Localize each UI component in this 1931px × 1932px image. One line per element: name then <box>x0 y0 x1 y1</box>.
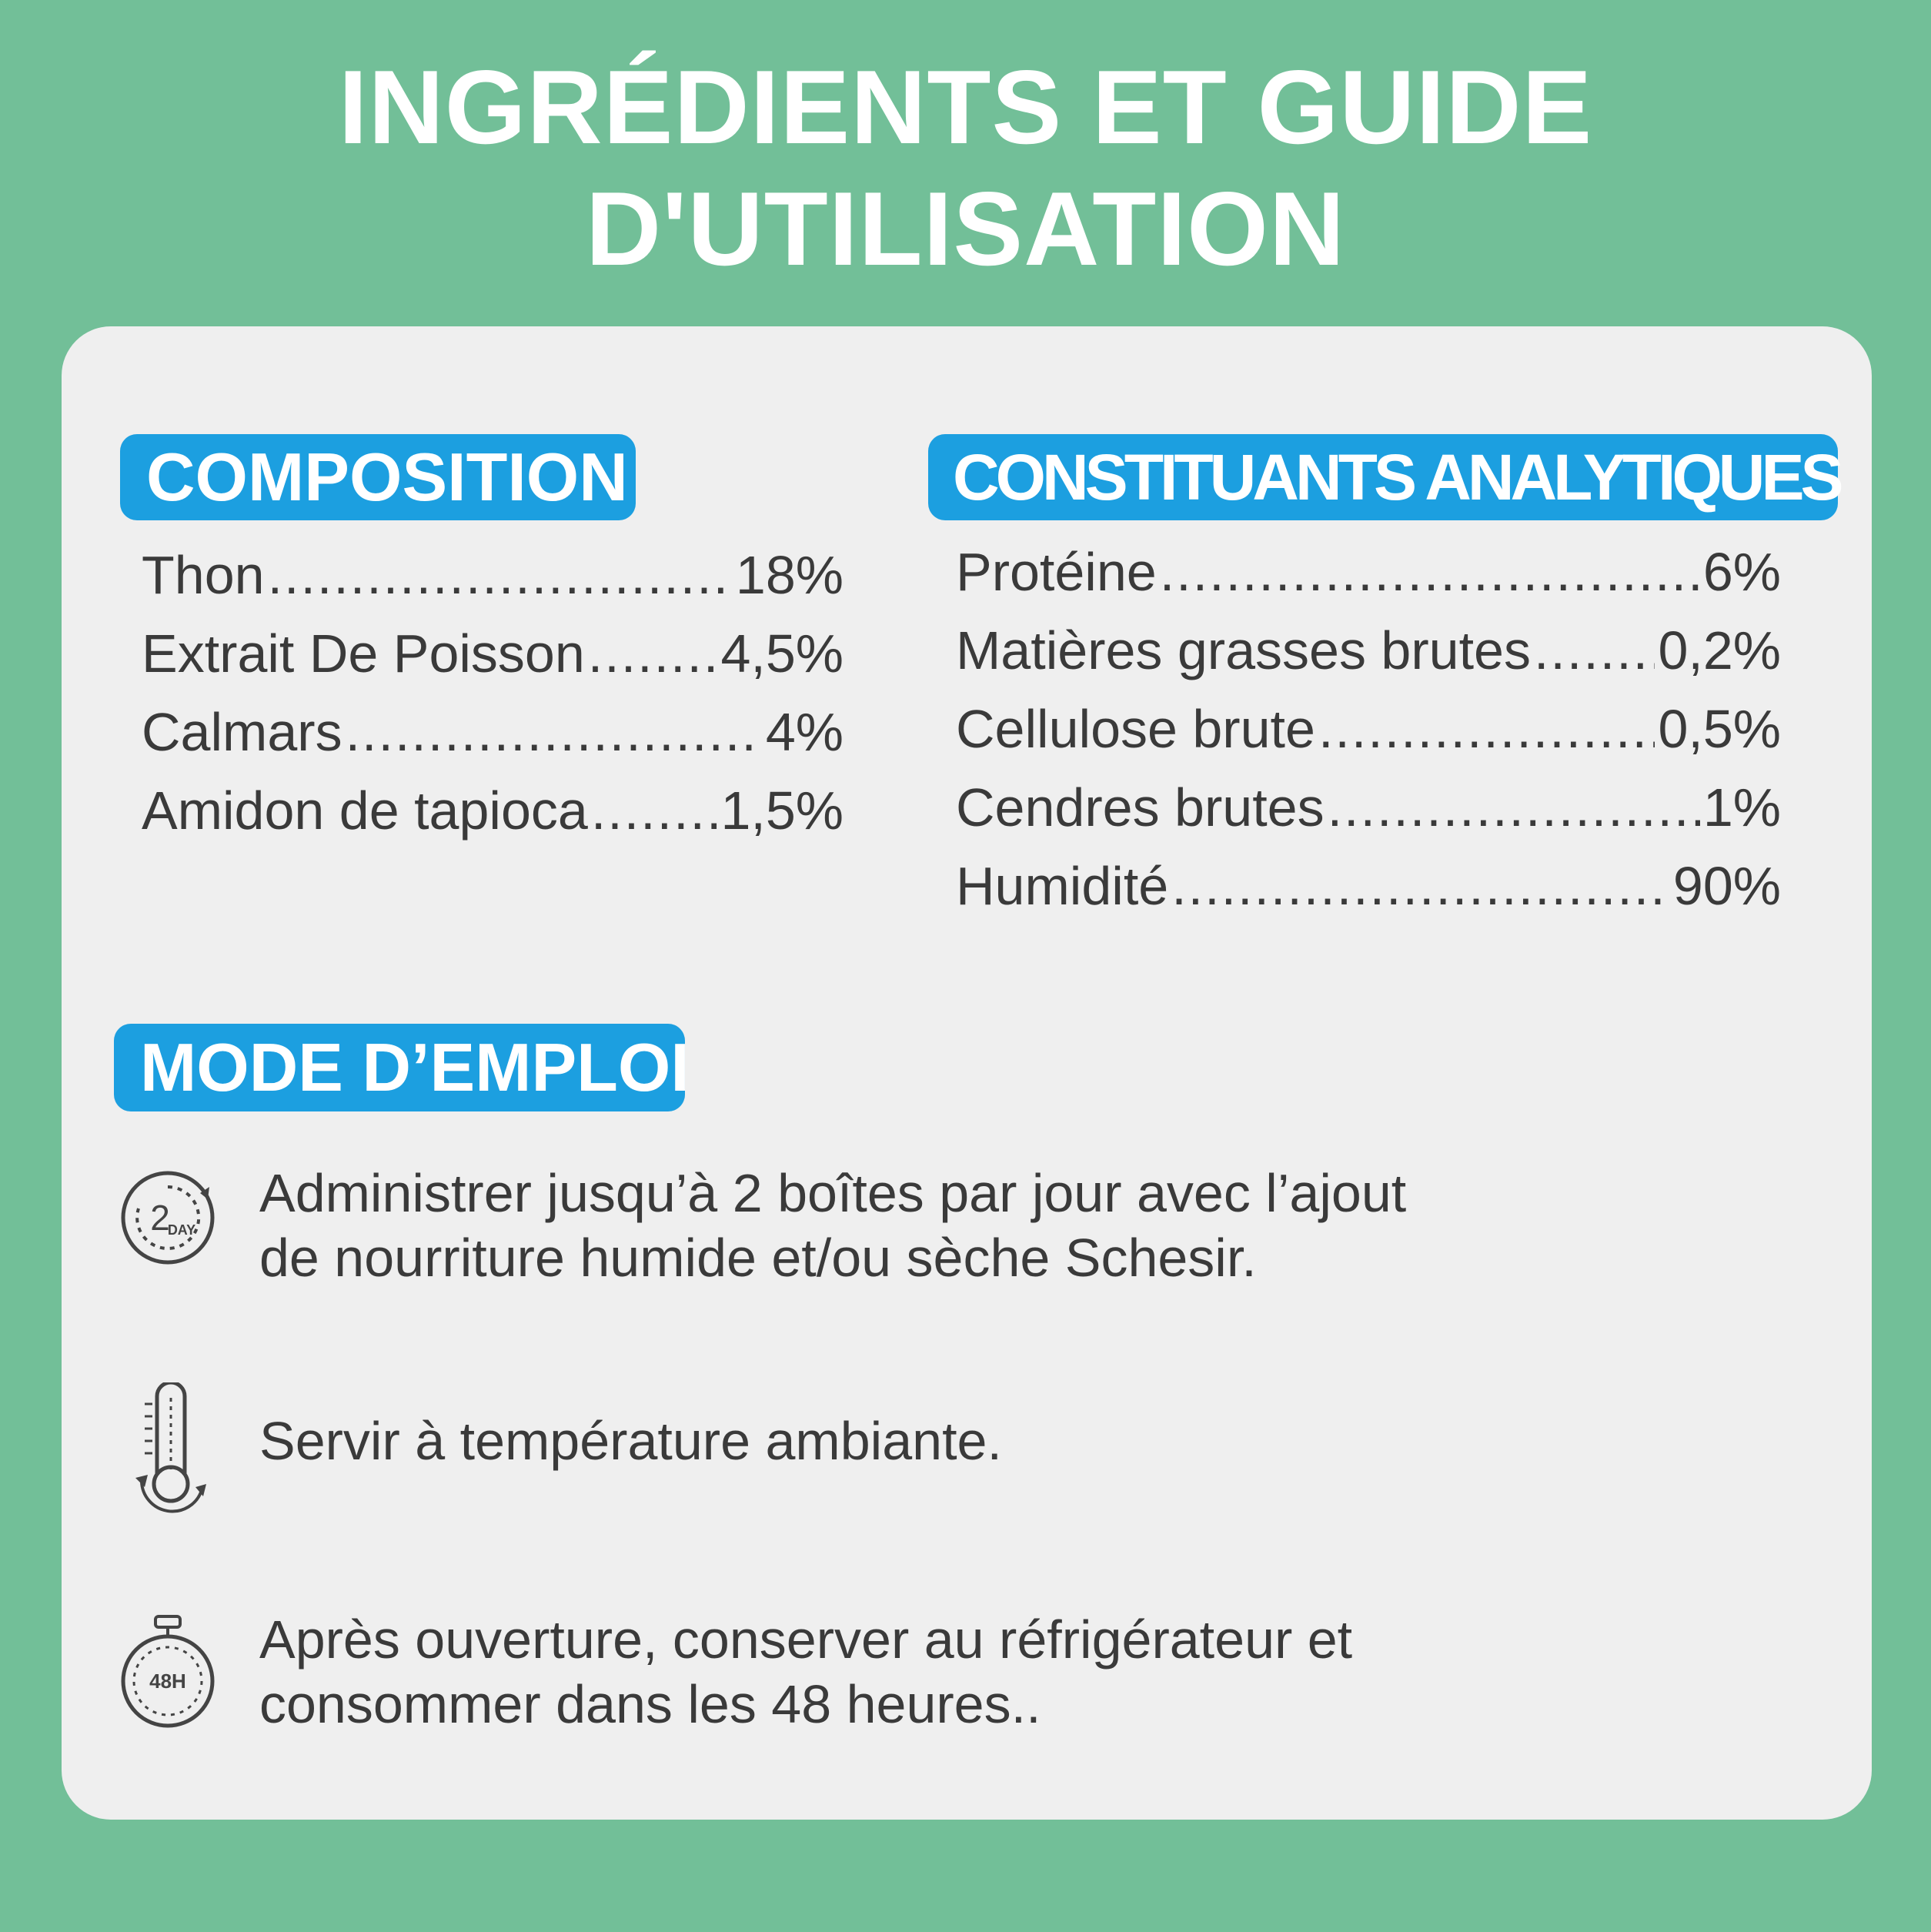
page-title <box>0 46 1931 289</box>
list-item <box>956 690 1781 768</box>
composition-list <box>142 536 844 850</box>
item-name: Matières grasses brutes <box>956 620 1531 680</box>
svg-text:48H: 48H <box>149 1670 186 1693</box>
list-item <box>142 771 844 850</box>
item-name: Amidon de tapioca <box>142 780 588 841</box>
list-item <box>142 693 844 771</box>
dot-leader <box>591 771 718 850</box>
dot-leader <box>588 614 718 693</box>
instruction-line: Servir à température ambiante. <box>259 1411 1002 1471</box>
item-name: Thon <box>142 545 265 605</box>
item-name: Cellulose brute <box>956 699 1315 759</box>
item-value: 90% <box>1672 856 1781 916</box>
48h-stopwatch-icon <box>114 1613 222 1729</box>
item-name: Calmars <box>142 702 342 762</box>
constituants-heading: CONSTITUANTS ANALYTIQUES <box>928 434 1838 520</box>
list-item <box>142 614 844 693</box>
dot-leader <box>1160 533 1700 611</box>
instruction-line: Après ouverture, conserver au réfrigérateur et <box>259 1609 1353 1670</box>
title-line-1: INGRÉDIENTS ET GUIDE <box>338 48 1593 165</box>
instruction-line: de nourriture humide et/ou sèche Schesir. <box>259 1228 1257 1288</box>
item-name: Protéine <box>956 542 1157 602</box>
composition-heading: COMPOSITION <box>120 434 636 520</box>
instruction-storage <box>259 1607 1722 1736</box>
svg-text:2: 2 <box>150 1198 170 1238</box>
mode-emploi-heading: MODE D’EMPLOI <box>114 1024 685 1111</box>
list-item <box>956 611 1781 690</box>
instruction-line: consommer dans les 48 heures.. <box>259 1674 1041 1734</box>
dot-leader <box>1318 690 1655 768</box>
title-line-2: D'UTILISATION <box>585 170 1346 287</box>
dot-leader <box>1171 847 1670 925</box>
thermometer-icon <box>128 1382 220 1513</box>
item-value: 18% <box>735 545 844 605</box>
dot-leader <box>1534 611 1655 690</box>
info-card <box>62 326 1872 1820</box>
constituants-list <box>956 533 1781 925</box>
instruction-line: Administrer jusqu’à 2 boîtes par jour avec l’ajout <box>259 1163 1407 1223</box>
item-value: 1% <box>1702 777 1781 837</box>
instruction-daily-dose <box>259 1161 1722 1290</box>
item-value: 4% <box>765 702 844 762</box>
item-value: 0,5% <box>1658 699 1781 759</box>
list-item <box>956 768 1781 847</box>
item-value: 6% <box>1702 542 1781 602</box>
item-name: Humidité <box>956 856 1169 916</box>
list-item <box>956 847 1781 925</box>
item-name: Extrait De Poisson <box>142 623 585 684</box>
item-value: 0,2% <box>1658 620 1781 680</box>
item-value: 4,5% <box>720 623 844 684</box>
svg-text:DAY: DAY <box>167 1222 196 1238</box>
dot-leader <box>1328 768 1700 847</box>
item-value: 1,5% <box>720 780 844 841</box>
2-day-clock-icon <box>114 1164 222 1272</box>
instruction-temperature <box>259 1409 1722 1473</box>
item-name: Cendres brutes <box>956 777 1325 837</box>
list-item <box>956 533 1781 611</box>
dot-leader <box>268 536 733 614</box>
list-item <box>142 536 844 614</box>
dot-leader <box>346 693 763 771</box>
